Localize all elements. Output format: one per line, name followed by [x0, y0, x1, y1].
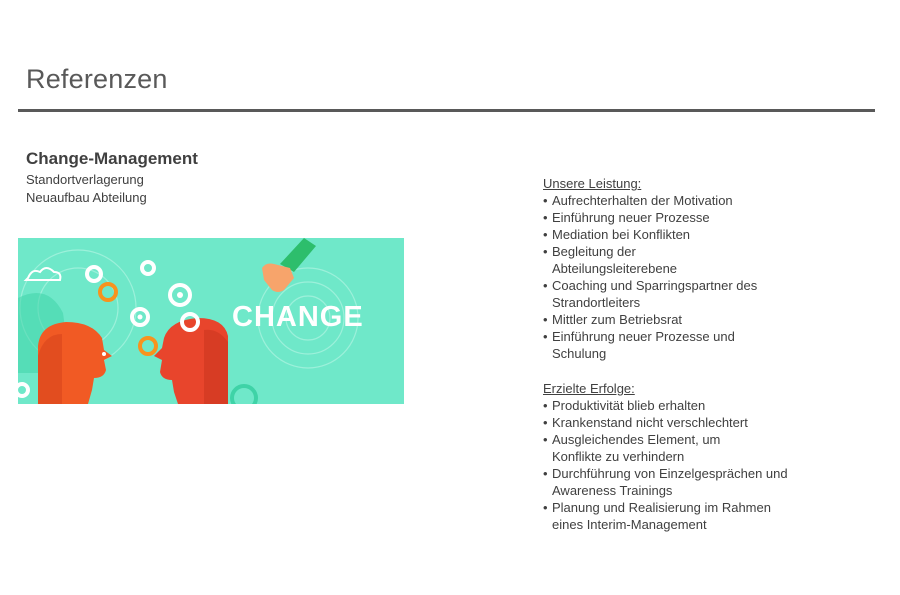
results-heading: Erzielte Erfolge: — [543, 381, 635, 396]
subline-standortverlagerung: Standortverlagerung — [26, 172, 144, 187]
section-heading: Change-Management — [26, 149, 198, 168]
list-item: • Krankenstand nicht verschlechtert — [543, 414, 843, 431]
list-item: • Einführung neuer Prozesse — [543, 209, 843, 226]
list-item: • Planung und Realisierung im Rahmen eines Interim-Management — [543, 499, 797, 533]
change-illustration — [18, 238, 404, 404]
change-word: CHANGE — [232, 301, 364, 333]
list-item: • Begleitung der Abteilungsleiterebene — [543, 243, 727, 277]
list-item: • Durchführung von Einzelgesprächen und Awareness Trainings — [543, 465, 797, 499]
list-item: • Einführung neuer Prozesse und Schulung — [543, 328, 767, 362]
subline-neuaufbau: Neuaufbau Abteilung — [26, 190, 147, 205]
list-item: • Ausgleichendes Element, um Konflikte zu verhindern — [543, 431, 752, 465]
list-item: • Mittler zum Betriebsrat — [543, 311, 843, 328]
list-item: • Mediation bei Konflikten — [543, 226, 843, 243]
list-item: • Coaching und Sparringspartner des Strandortleiters — [543, 277, 787, 311]
services-list — [543, 192, 843, 362]
page-title: Referenzen — [26, 64, 168, 94]
title-divider — [18, 109, 875, 112]
results-column — [543, 175, 843, 533]
list-item: • Produktivität blieb erhalten — [543, 397, 843, 414]
list-item: • Aufrechterhalten der Motivation — [543, 192, 843, 209]
results-list — [543, 397, 843, 533]
services-heading: Unsere Leistung: — [543, 176, 642, 191]
